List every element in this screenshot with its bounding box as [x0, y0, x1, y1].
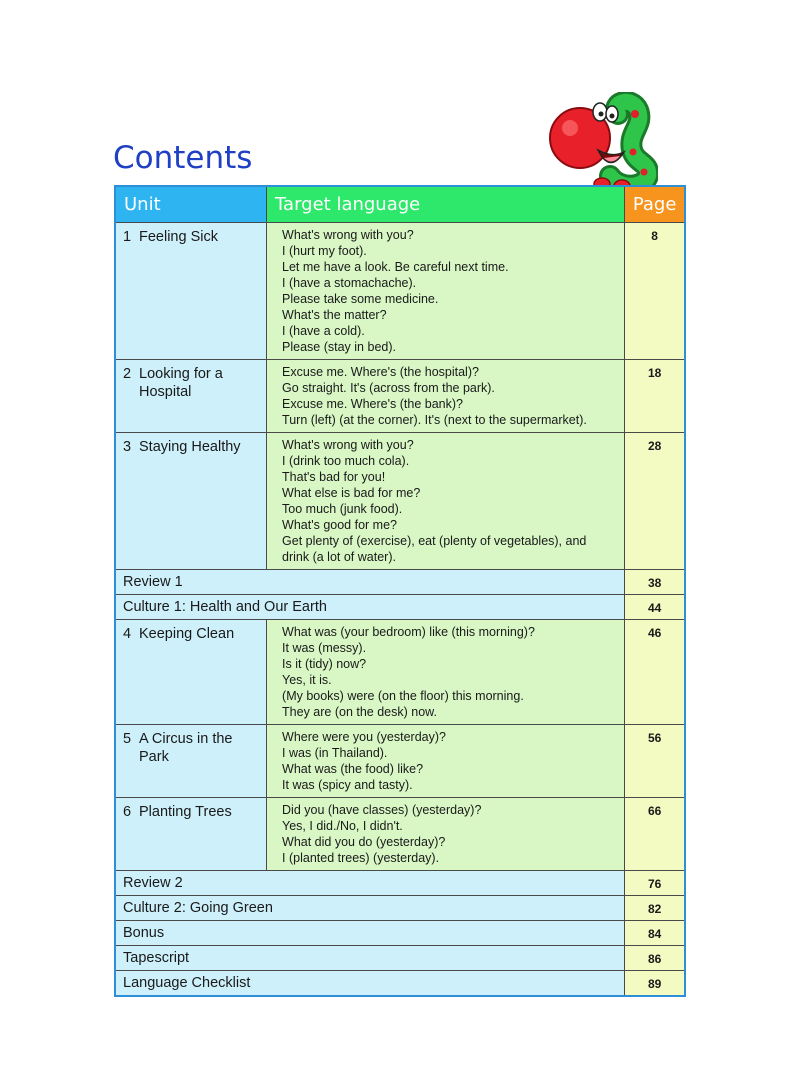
target-language-line: What's wrong with you? [282, 438, 414, 452]
table-header-row [115, 186, 685, 223]
page-number: 44 [625, 595, 685, 620]
target-language-cell [267, 798, 625, 871]
target-language-line: (My books) were (on the floor) this morning. [282, 689, 524, 703]
target-language-line: What did you do (yesterday)? [282, 835, 446, 849]
page-number: 28 [625, 433, 685, 570]
target-language-line: Please take some medicine. [282, 292, 439, 306]
target-language-line: It was (spicy and tasty). [282, 778, 413, 792]
unit-row [115, 433, 685, 570]
target-language-line: I (drink too much cola). [282, 454, 410, 468]
unit-number: 5 [123, 731, 132, 747]
unit-row [115, 223, 685, 360]
target-language-line: drink (a lot of water). [282, 550, 396, 564]
unit-number: 6 [123, 804, 132, 820]
unit-title-cell [115, 620, 267, 725]
unit-row [115, 360, 685, 433]
header-page: Page [625, 186, 685, 223]
target-language-line: Where were you (yesterday)? [282, 730, 446, 744]
target-language-line: That's bad for you! [282, 470, 386, 484]
section-row [115, 896, 685, 921]
target-language-cell [267, 433, 625, 570]
target-language-line: Turn (left) (at the corner). It's (next to the supermarket). [282, 413, 587, 427]
target-language-line: I (hurt my foot). [282, 244, 367, 258]
header-target-language: Target language [267, 186, 625, 223]
target-language-line: What was (your bedroom) like (this morning)? [282, 625, 535, 639]
target-language-cell [267, 725, 625, 798]
target-language-cell [267, 360, 625, 433]
page-number: 89 [625, 971, 685, 997]
target-language-line: Excuse me. Where's (the bank)? [282, 397, 463, 411]
target-language-line: Yes, it is. [282, 673, 332, 687]
target-language-line: What was (the food) like? [282, 762, 424, 776]
unit-title-cell [115, 433, 267, 570]
target-language-line: Go straight. It's (across from the park). [282, 381, 495, 395]
target-language-line: What's the matter? [282, 308, 387, 322]
contents-table [114, 185, 686, 997]
page-title: Contents [113, 140, 253, 176]
header-unit: Unit [115, 186, 267, 223]
unit-name: Planting Trees [139, 804, 232, 820]
page-number: 84 [625, 921, 685, 946]
target-language-line: It was (messy). [282, 641, 367, 655]
unit-title-cell [115, 360, 267, 433]
section-title: Review 2 [115, 871, 625, 896]
target-language-line: Let me have a look. Be careful next time. [282, 260, 509, 274]
target-language-line: I (planted trees) (yesterday). [282, 851, 440, 865]
unit-number: 1 [123, 229, 132, 245]
section-row [115, 971, 685, 997]
section-title: Bonus [115, 921, 625, 946]
page-number: 46 [625, 620, 685, 725]
target-language-line: Please (stay in bed). [282, 340, 396, 354]
unit-number: 4 [123, 626, 132, 642]
unit-row [115, 798, 685, 871]
target-language-line: I (have a cold). [282, 324, 365, 338]
target-language-line: Is it (tidy) now? [282, 657, 367, 671]
target-language-line: Too much (junk food). [282, 502, 403, 516]
section-title: Review 1 [115, 570, 625, 595]
target-language-cell [267, 223, 625, 360]
section-row [115, 946, 685, 971]
unit-name: Hospital [139, 384, 192, 400]
page-number: 56 [625, 725, 685, 798]
target-language-line: I (have a stomachache). [282, 276, 417, 290]
page-number: 66 [625, 798, 685, 871]
target-language-line: What's good for me? [282, 518, 397, 532]
section-title: Culture 1: Health and Our Earth [115, 595, 625, 620]
target-language-cell [267, 620, 625, 725]
page-number: 82 [625, 896, 685, 921]
target-language-line: What else is bad for me? [282, 486, 421, 500]
section-title: Tapescript [115, 946, 625, 971]
target-language-line: They are (on the desk) now. [282, 705, 437, 719]
page-number: 18 [625, 360, 685, 433]
unit-number: 3 [123, 439, 132, 455]
unit-name: Staying Healthy [139, 439, 241, 455]
page-number: 8 [625, 223, 685, 360]
unit-title-cell [115, 798, 267, 871]
target-language-line: I was (in Thailand). [282, 746, 388, 760]
page-number: 38 [625, 570, 685, 595]
section-row [115, 871, 685, 896]
section-row [115, 921, 685, 946]
unit-name: Park [139, 749, 169, 765]
unit-title-cell [115, 725, 267, 798]
page-number: 86 [625, 946, 685, 971]
target-language-line: Excuse me. Where's (the hospital)? [282, 365, 479, 379]
unit-name: Feeling Sick [139, 229, 218, 245]
section-row [115, 595, 685, 620]
contents-body [115, 223, 685, 997]
target-language-line: Get plenty of (exercise), eat (plenty of vegetables), and [282, 534, 587, 548]
section-row [115, 570, 685, 595]
unit-name: Keeping Clean [139, 626, 235, 642]
target-language-line: Yes, I did./No, I didn't. [282, 819, 403, 833]
unit-name: Looking for a [139, 366, 223, 382]
section-title: Language Checklist [115, 971, 625, 997]
section-title: Culture 2: Going Green [115, 896, 625, 921]
page-number: 76 [625, 871, 685, 896]
target-language-line: What's wrong with you? [282, 228, 414, 242]
unit-row [115, 620, 685, 725]
mascot-c-character-icon [540, 92, 658, 198]
target-language-line: Did you (have classes) (yesterday)? [282, 803, 482, 817]
unit-title-cell [115, 223, 267, 360]
unit-number: 2 [123, 366, 132, 382]
unit-name: A Circus in the [139, 731, 233, 747]
unit-row [115, 725, 685, 798]
